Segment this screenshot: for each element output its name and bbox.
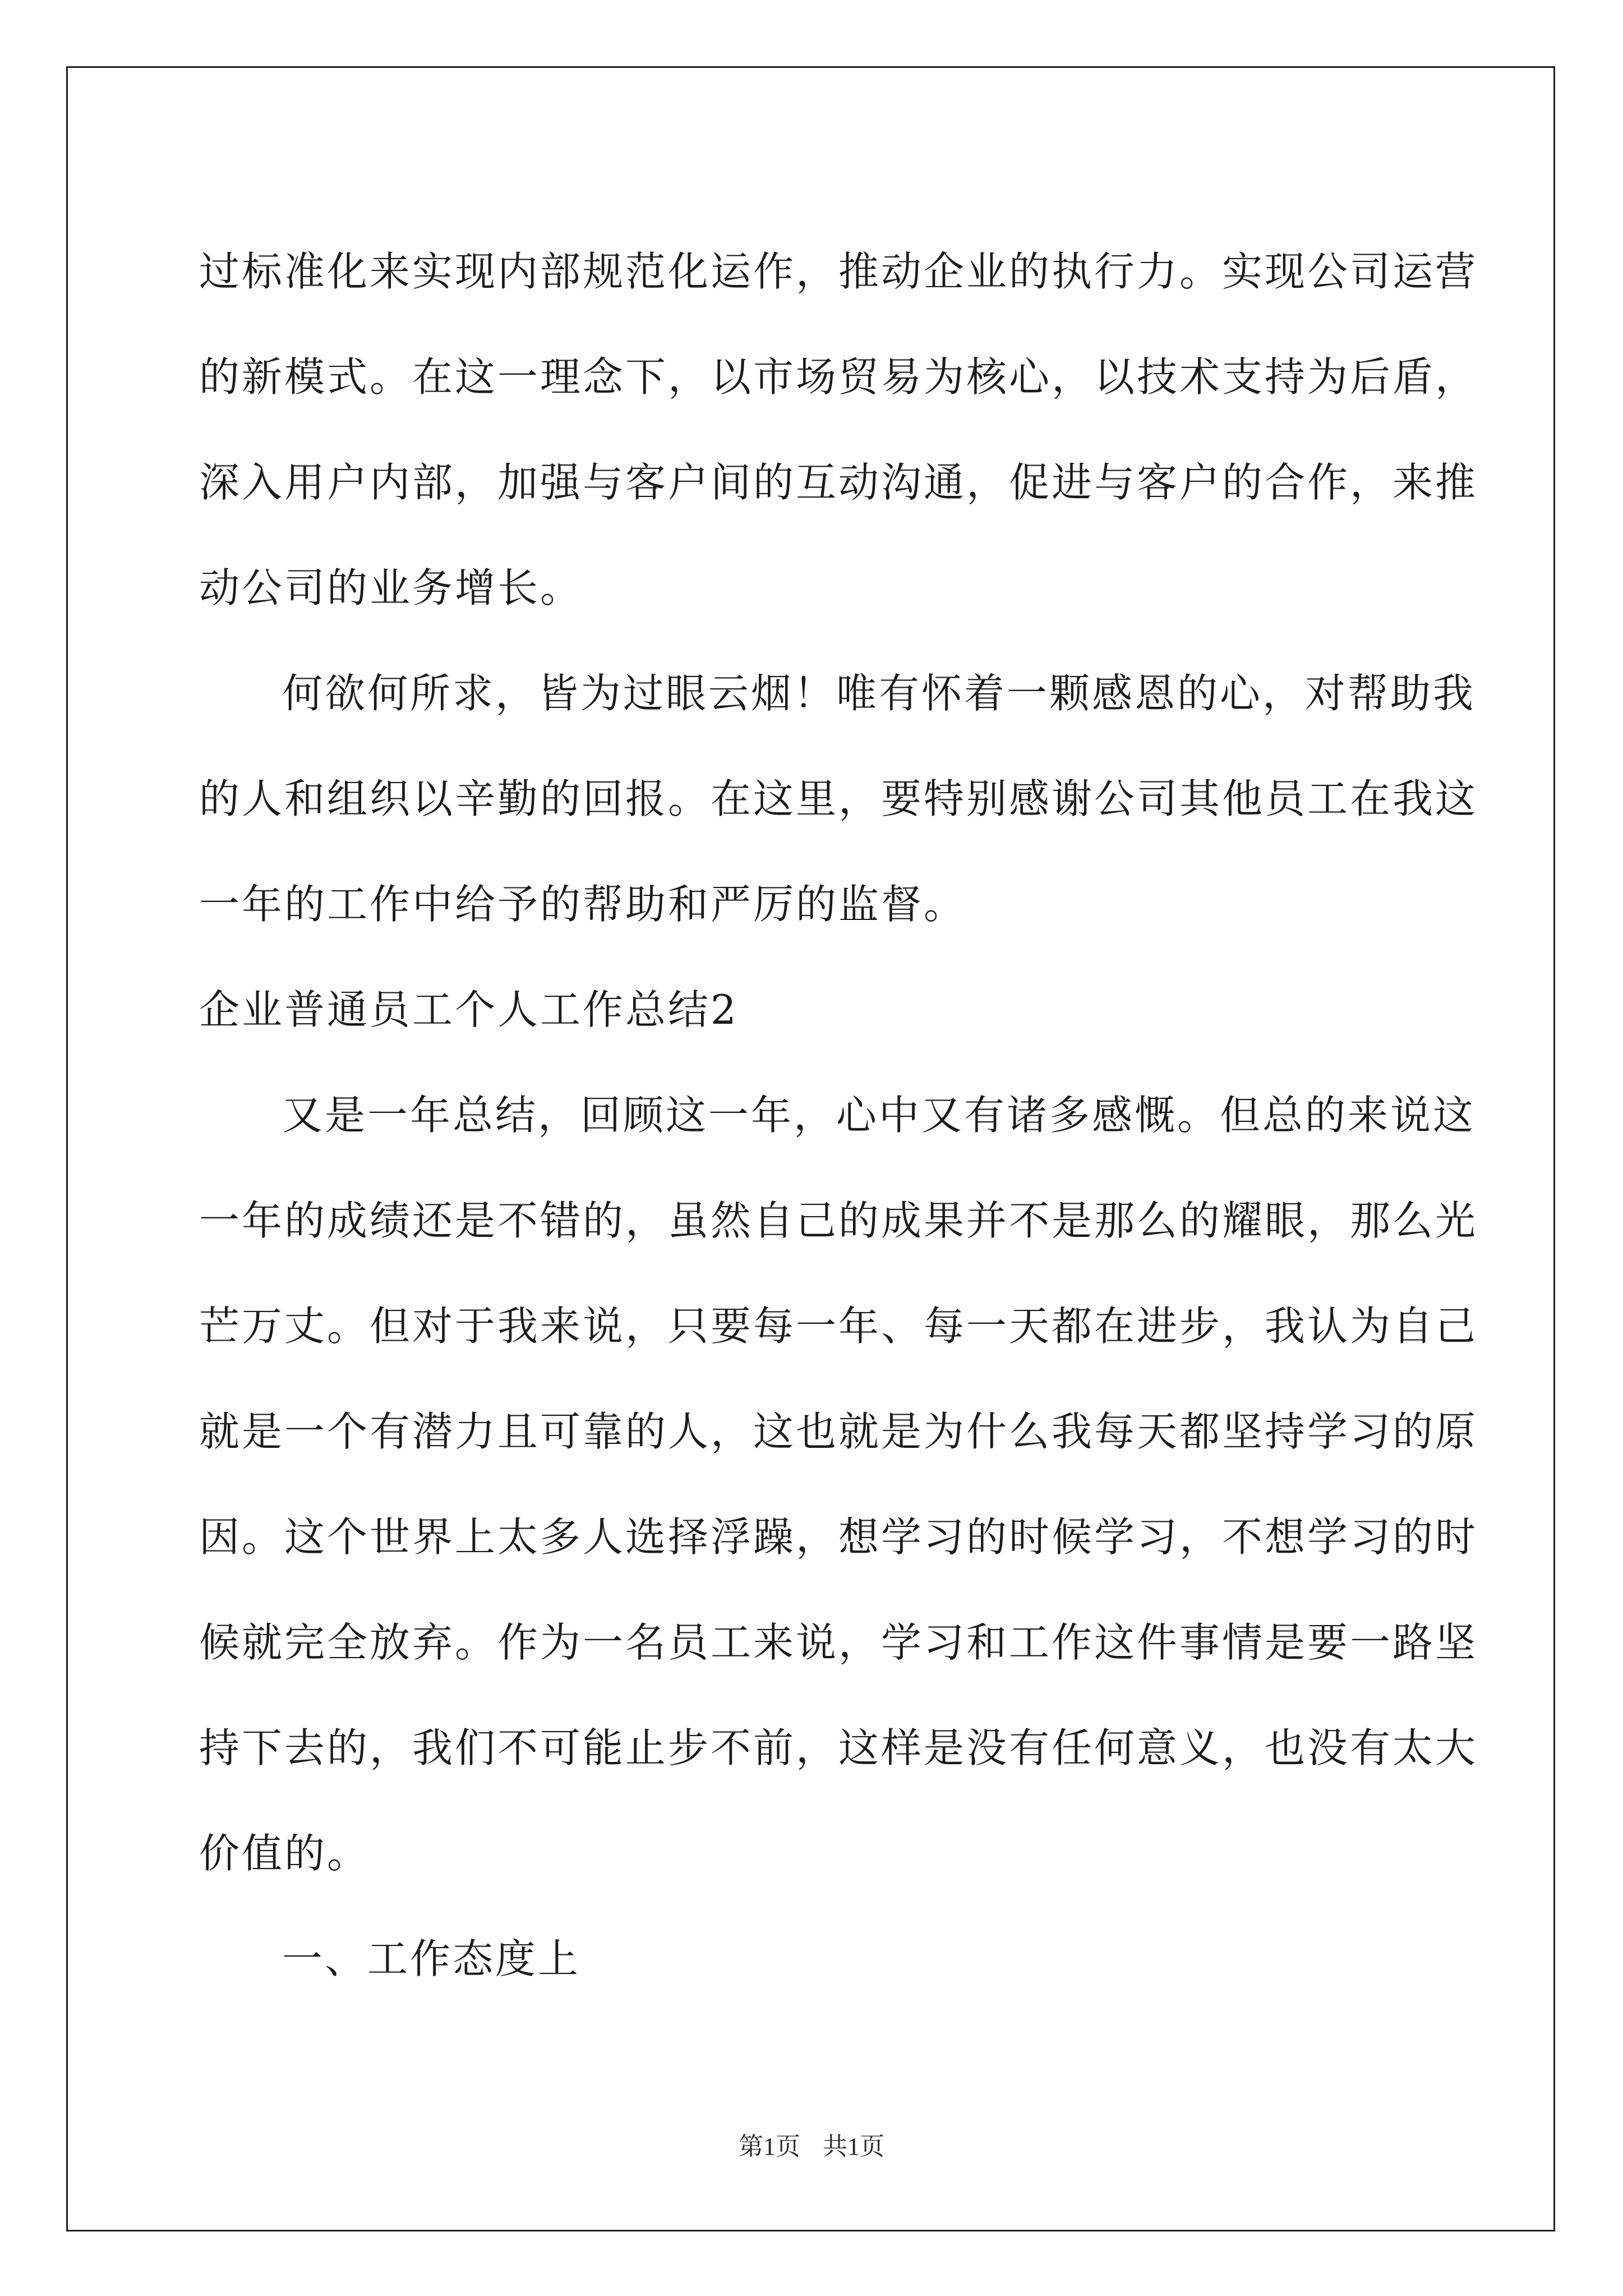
text-line: 过标准化来实现内部规范化运作，推动企业的执行力。实现公司运营 xyxy=(199,248,1478,295)
text-line: 一年的成绩还是不错的，虽然自己的成果并不是那么的耀眼，那么光 xyxy=(199,1197,1478,1244)
text-line: 芒万丈。但对于我来说，只要每一年、每一天都在进步，我认为自己 xyxy=(199,1303,1478,1350)
text-line: 因。这个世界上太多人选择浮躁，想学习的时候学习，不想学习的时 xyxy=(199,1513,1478,1561)
text-line: 深入用户内部，加强与客户间的互动沟通，促进与客户的合作，来推 xyxy=(199,459,1478,506)
text-line: 又是一年总结，回顾这一年，心中又有诸多感慨。但总的来说这 xyxy=(282,1092,1476,1139)
page-footer xyxy=(0,2126,1623,2162)
text-line: 动公司的业务增长。 xyxy=(199,564,583,611)
document-body xyxy=(199,219,1478,2012)
text-line: 何欲何所求，皆为过眼云烟！唯有怀着一颗感恩的心，对帮助我 xyxy=(282,670,1476,717)
subsection-heading: 一、工作态度上 xyxy=(282,1935,581,1982)
text-line: 候就完全放弃。作为一名员工来说，学习和工作这件事情是要一路坚 xyxy=(199,1619,1478,1666)
text-line: 一年的工作中给予的帮助和严厉的监督。 xyxy=(199,881,967,928)
page-number: 第1页 xyxy=(739,2133,800,2160)
section-heading: 企业普通员工个人工作总结2 xyxy=(199,986,739,1033)
text-line: 就是一个有潜力且可靠的人，这也就是为什么我每天都坚持学习的原 xyxy=(199,1408,1478,1455)
page-total: 共1页 xyxy=(823,2133,884,2160)
text-line: 的新模式。在这一理念下，以市场贸易为核心，以技术支持为后盾， xyxy=(199,353,1478,401)
text-line: 价值的。 xyxy=(199,1830,370,1877)
text-line: 的人和组织以辛勤的回报。在这里，要特别感谢公司其他员工在我这 xyxy=(199,775,1478,822)
text-line: 持下去的，我们不可能止步不前，这样是没有任何意义，也没有太大 xyxy=(199,1724,1478,1772)
